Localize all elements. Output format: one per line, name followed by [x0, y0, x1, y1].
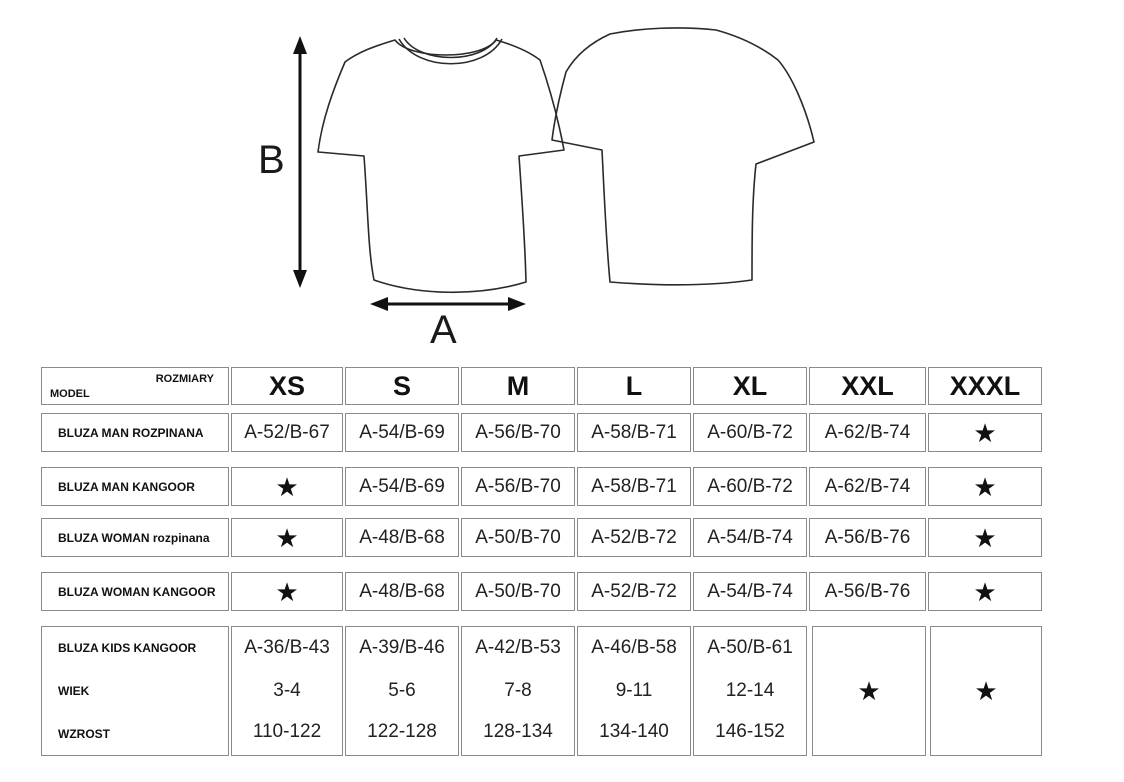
kids-size-cell-xl	[693, 626, 807, 756]
model-cell: BLUZA WOMAN rozpinana	[41, 518, 229, 557]
kids-size-cell-l	[577, 626, 691, 756]
size-value-cell: A-54/B-74	[693, 572, 807, 611]
tshirt-back-outline	[552, 28, 814, 285]
size-header-xs: XS	[231, 367, 343, 405]
size-value-cell: A-56/B-70	[461, 413, 575, 452]
size-header-s: S	[345, 367, 459, 405]
dimension-a-label: A	[430, 308, 457, 352]
kids-size-cell-m	[461, 626, 575, 756]
kids-height-label: WZROST	[58, 727, 110, 741]
kids-dims-value: A-39/B-46	[359, 637, 445, 658]
kids-height-value: 146-152	[715, 721, 785, 742]
unavailable-star-icon: ★	[928, 518, 1042, 557]
kids-age-label: WIEK	[58, 684, 90, 698]
size-value-cell: A-56/B-70	[461, 467, 575, 506]
size-header-xxl: XXL	[809, 367, 926, 405]
unavailable-star-icon: ★	[930, 626, 1042, 756]
size-value-cell: A-48/B-68	[345, 572, 459, 611]
size-value-cell: A-50/B-70	[461, 572, 575, 611]
unavailable-star-icon: ★	[231, 467, 343, 506]
kids-model-label: BLUZA KIDS KANGOOR	[58, 641, 197, 655]
size-value-cell: A-62/B-74	[809, 467, 926, 506]
size-header-l: L	[577, 367, 691, 405]
size-value-cell: A-52/B-67	[231, 413, 343, 452]
kids-size-cell-xs	[231, 626, 343, 756]
kids-height-value: 122-128	[367, 721, 437, 742]
dimension-b-arrow	[293, 36, 307, 288]
kids-dims-value: A-50/B-61	[707, 637, 793, 658]
size-value-cell: A-54/B-69	[345, 467, 459, 506]
kids-height-value: 134-140	[599, 721, 669, 742]
model-cell: BLUZA MAN ROZPINANA	[41, 413, 229, 452]
sizes-header-label: ROZMIARY	[155, 373, 214, 385]
size-value-cell: A-56/B-76	[809, 518, 926, 557]
model-cell: BLUZA MAN KANGOOR	[41, 467, 229, 506]
size-value-cell: A-60/B-72	[693, 413, 807, 452]
kids-age-value: 9-11	[615, 680, 653, 701]
unavailable-star-icon: ★	[231, 518, 343, 557]
kids-age-value: 5-6	[388, 680, 416, 701]
size-value-cell: A-54/B-69	[345, 413, 459, 452]
size-header-xxxl: XXXL	[928, 367, 1042, 405]
kids-age-value: 3-4	[273, 680, 301, 701]
size-value-cell: A-54/B-74	[693, 518, 807, 557]
kids-height-value: 128-134	[483, 721, 553, 742]
size-value-cell: A-48/B-68	[345, 518, 459, 557]
unavailable-star-icon: ★	[928, 572, 1042, 611]
unavailable-star-icon: ★	[231, 572, 343, 611]
dimension-b-label: B	[258, 138, 285, 182]
kids-age-value: 7-8	[504, 680, 532, 701]
unavailable-star-icon: ★	[928, 413, 1042, 452]
kids-height-value: 110-122	[252, 721, 322, 742]
kids-size-cell-s	[345, 626, 459, 756]
size-header-m: M	[461, 367, 575, 405]
size-value-cell: A-58/B-71	[577, 467, 691, 506]
unavailable-star-icon: ★	[928, 467, 1042, 506]
size-value-cell: A-62/B-74	[809, 413, 926, 452]
size-value-cell: A-52/B-72	[577, 572, 691, 611]
kids-dims-value: A-46/B-58	[591, 637, 677, 658]
size-value-cell: A-58/B-71	[577, 413, 691, 452]
size-value-cell: A-60/B-72	[693, 467, 807, 506]
model-header-label: MODEL	[50, 388, 90, 400]
kids-dims-value: A-42/B-53	[475, 637, 561, 658]
size-value-cell: A-56/B-76	[809, 572, 926, 611]
table-corner-header	[41, 367, 229, 405]
unavailable-star-icon: ★	[812, 626, 926, 756]
tshirt-diagram	[0, 0, 1124, 360]
kids-model-cell	[41, 626, 229, 756]
model-cell: BLUZA WOMAN KANGOOR	[41, 572, 229, 611]
size-value-cell: A-52/B-72	[577, 518, 691, 557]
size-header-xl: XL	[693, 367, 807, 405]
kids-age-value: 12-14	[725, 680, 775, 701]
size-value-cell: A-50/B-70	[461, 518, 575, 557]
tshirt-front-outline	[318, 40, 564, 292]
kids-dims-value: A-36/B-43	[244, 637, 330, 658]
